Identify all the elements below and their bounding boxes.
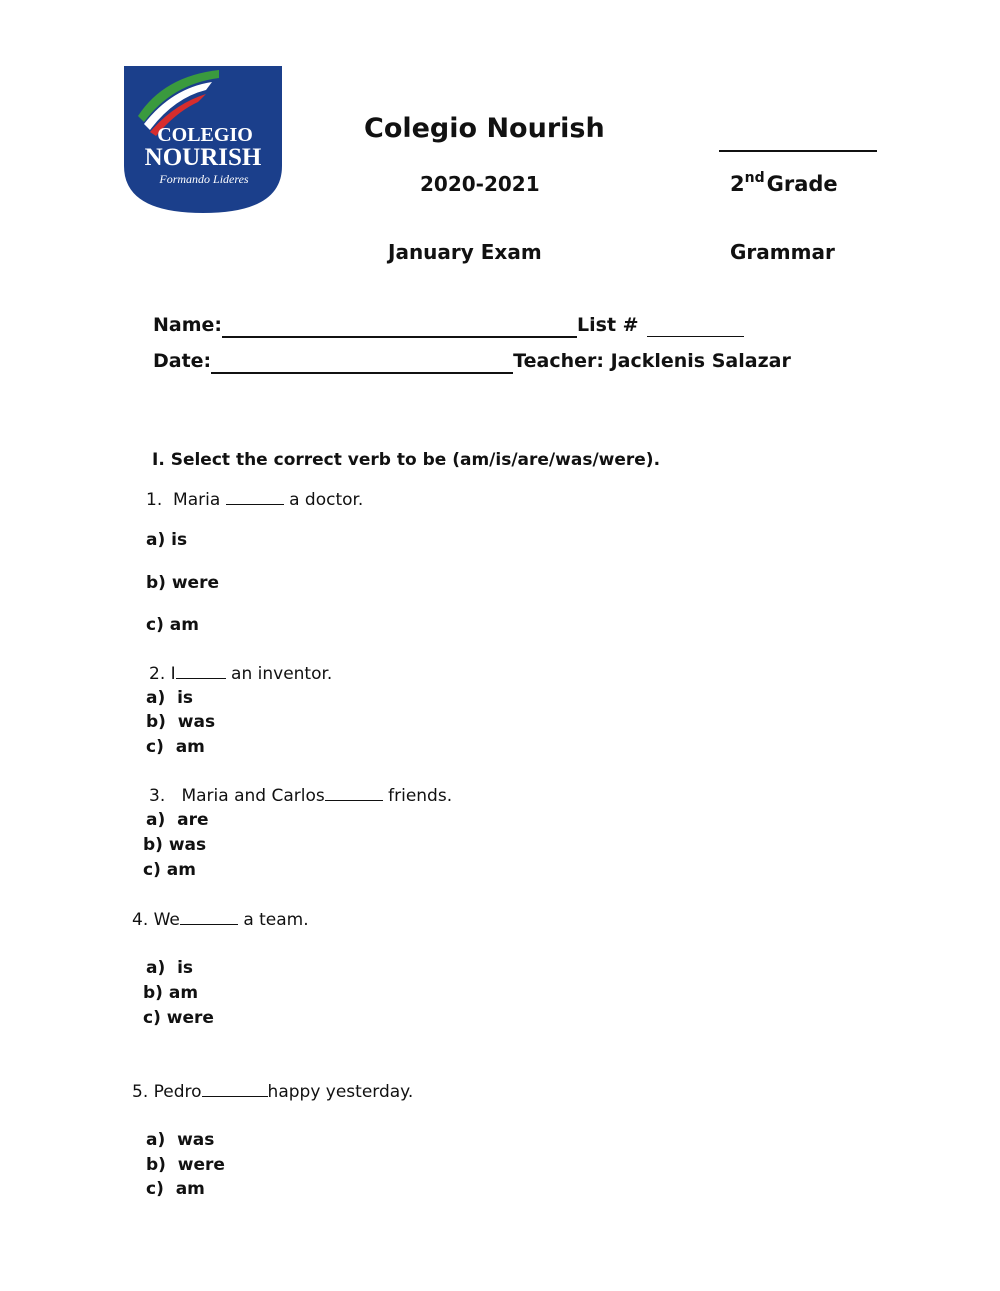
option-4b[interactable]: b) am <box>143 983 199 1003</box>
option-letter: a) <box>146 958 166 978</box>
option-1c[interactable]: c) am <box>146 615 199 635</box>
question-number: 4. We <box>132 910 180 930</box>
option-text: was <box>177 712 216 732</box>
option-3a[interactable] <box>146 810 208 830</box>
option-5a[interactable] <box>146 1130 214 1150</box>
question-5 <box>132 1082 413 1102</box>
option-text: is <box>177 688 194 708</box>
question-text: a doctor. <box>289 490 364 510</box>
option-2b[interactable] <box>146 712 215 732</box>
option-letter: b) <box>146 712 166 732</box>
question-2 <box>149 664 332 684</box>
option-letter: a) <box>146 810 166 830</box>
date-row <box>153 350 791 374</box>
option-text: was <box>177 1130 215 1150</box>
option-text: is <box>177 958 194 978</box>
option-text: am <box>175 1179 205 1199</box>
date-label: Date: <box>153 350 212 372</box>
logo-line2: NOURISH <box>144 144 262 171</box>
option-letter: a) <box>146 688 166 708</box>
option-2c[interactable] <box>146 737 205 757</box>
option-2a[interactable] <box>146 688 193 708</box>
option-4c[interactable]: c) were <box>143 1008 214 1028</box>
answer-blank[interactable] <box>180 910 238 925</box>
question-1 <box>146 490 363 510</box>
question-text: Maria <box>173 490 221 510</box>
option-3c[interactable]: c) am <box>143 860 196 880</box>
option-letter: a) <box>146 1130 166 1150</box>
question-text: friends. <box>388 786 453 806</box>
question-number: 5. Pedro <box>132 1082 202 1102</box>
option-1a[interactable]: a) is <box>146 530 188 550</box>
question-text: an inventor. <box>231 664 333 684</box>
option-text: were <box>177 1155 225 1175</box>
grade-blank-line <box>719 150 877 152</box>
grade-label <box>730 170 838 196</box>
answer-blank[interactable] <box>226 490 284 505</box>
exam-name: January Exam <box>388 240 542 264</box>
option-4a[interactable] <box>146 958 193 978</box>
answer-blank[interactable] <box>325 786 383 801</box>
option-letter: c) <box>146 737 164 757</box>
school-year: 2020-2021 <box>420 172 540 196</box>
question-text: Maria and Carlos <box>181 786 325 806</box>
list-number-field[interactable] <box>647 314 744 337</box>
school-logo <box>124 66 282 213</box>
option-3b[interactable]: b) was <box>143 835 207 855</box>
grade-word: Grade <box>766 172 838 196</box>
answer-blank[interactable] <box>176 664 226 679</box>
grade-suffix: nd <box>744 170 765 186</box>
name-field[interactable] <box>222 314 577 338</box>
answer-blank[interactable] <box>202 1082 268 1097</box>
grade-number: 2 <box>730 172 745 196</box>
logo-line1: COLEGIO <box>157 124 253 146</box>
option-text: am <box>175 737 205 757</box>
question-text: a team. <box>243 910 309 930</box>
question-number: 3. <box>149 786 166 806</box>
list-label: List # <box>577 314 639 336</box>
option-5b[interactable] <box>146 1155 225 1175</box>
question-4 <box>132 910 309 930</box>
date-field[interactable] <box>211 350 513 374</box>
question-3 <box>149 786 452 806</box>
option-5c[interactable] <box>146 1179 205 1199</box>
name-row <box>153 314 744 338</box>
option-letter: c) <box>146 1179 164 1199</box>
question-number: 1. <box>146 490 163 510</box>
option-text: are <box>177 810 209 830</box>
logo-motto: Formando Lideres <box>159 172 249 186</box>
question-text: happy yesterday. <box>267 1082 414 1102</box>
name-label: Name: <box>153 314 223 336</box>
question-number: 2. I <box>149 664 176 684</box>
section-title: I. Select the correct verb to be (am/is/are/was/were). <box>152 450 661 470</box>
subject-name: Grammar <box>730 240 835 264</box>
option-letter: b) <box>146 1155 166 1175</box>
option-1b[interactable]: b) were <box>146 573 220 593</box>
school-title: Colegio Nourish <box>364 113 605 144</box>
teacher-label: Teacher: Jacklenis Salazar <box>513 350 791 372</box>
